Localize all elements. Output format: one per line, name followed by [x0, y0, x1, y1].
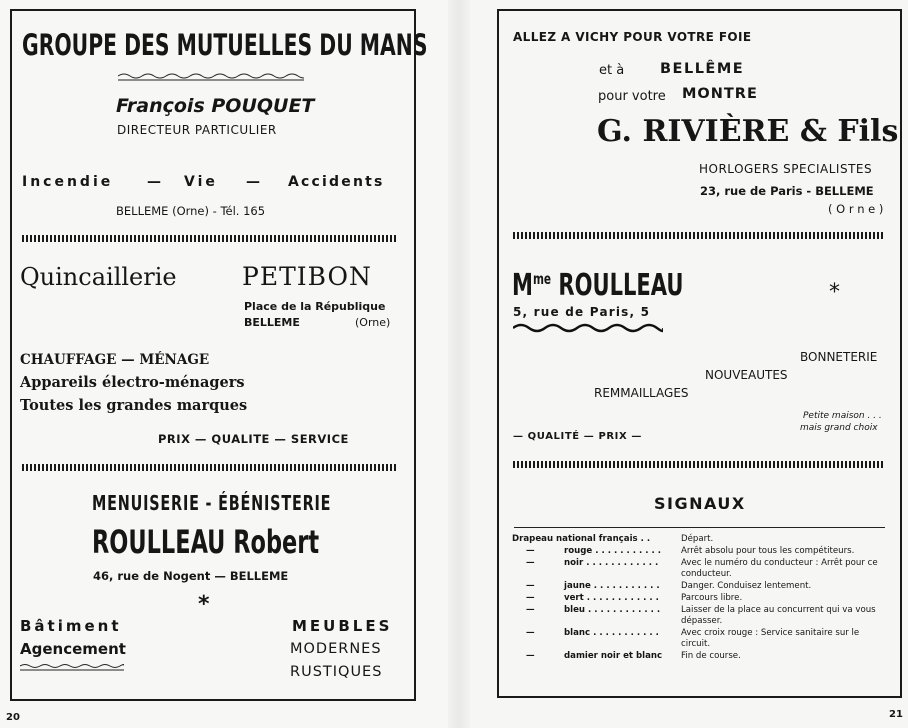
- dash: —: [526, 581, 535, 591]
- insurance-address: BELLEME (Orne) - Tél. 165: [116, 204, 266, 218]
- hardware-dept: (Orne): [355, 316, 391, 329]
- watch-line3-bold: MONTRE: [682, 86, 758, 102]
- shop-prefix: M: [512, 268, 533, 303]
- insurance-company: GROUPE DES MUTUELLES DU MANS: [22, 28, 428, 62]
- line-vie: Vie: [184, 174, 218, 190]
- signal-row: [512, 628, 890, 651]
- signal-flag: Drapeau national français . .: [512, 534, 651, 544]
- dash: —: [526, 558, 535, 568]
- hatched-divider: [513, 461, 885, 468]
- agent-name: François POUQUET: [116, 95, 315, 117]
- wave-divider: [20, 663, 124, 673]
- joinery-left-2: Agencement: [20, 640, 126, 658]
- hardware-name: PETIBON: [242, 262, 372, 291]
- signal-meaning: Parcours libre.: [681, 593, 743, 603]
- shop-item-nouveautes: NOUVEAUTES: [705, 368, 788, 382]
- signal-flag: jaune . . . . . . . . . . .: [564, 581, 660, 591]
- signal-meaning: Avec le numéro du conducteur : Arrêt pour ce conducteur.: [681, 558, 878, 579]
- signal-row: [512, 546, 890, 558]
- watch-line2-pre: et à: [599, 63, 625, 78]
- hatched-divider: [22, 464, 396, 471]
- star-ornament: *: [829, 280, 840, 305]
- signals-title: SIGNAUX: [654, 494, 746, 513]
- star-ornament: *: [198, 592, 210, 617]
- dash: —: [526, 651, 535, 661]
- dash: —: [526, 546, 535, 556]
- signal-flag: blanc . . . . . . . . . . .: [564, 628, 659, 638]
- dash: —: [147, 174, 161, 190]
- signal-row: [512, 534, 890, 546]
- dash: —: [246, 174, 260, 190]
- shop-tag2: mais grand choix: [800, 423, 878, 433]
- signal-flag: bleu . . . . . . . . . . . .: [564, 605, 661, 615]
- signal-meaning: Avec croix rouge : Service sanitaire sur le circuit.: [681, 628, 860, 649]
- hatched-divider: [22, 235, 396, 242]
- signal-row: [512, 581, 890, 593]
- shop-item-remmaillages: REMMAILLAGES: [594, 386, 689, 400]
- hatched-divider: [513, 232, 885, 239]
- line-accidents: Accidents: [288, 174, 385, 190]
- watch-line2-bold: BELLÊME: [660, 61, 745, 77]
- signal-row: [512, 605, 890, 628]
- signal-meaning: Laisser de la place au concurrent qui va vous dépasser.: [681, 605, 876, 626]
- signal-meaning: Danger. Conduisez lentement.: [681, 581, 812, 591]
- signal-flag: noir . . . . . . . . . . . .: [564, 558, 659, 568]
- joinery-name: ROULLEAU Robert: [92, 523, 320, 561]
- signal-meaning: Départ.: [681, 534, 714, 544]
- watch-line3-pre: pour votre: [598, 89, 666, 104]
- joinery-address: 46, rue de Nogent — BELLEME: [93, 569, 289, 583]
- shop-address: 5, rue de Paris, 5: [513, 305, 651, 319]
- line-incendie: Incendie: [22, 174, 114, 190]
- joinery-right-3: RUSTIQUES: [290, 664, 383, 680]
- wave-divider: [513, 323, 663, 337]
- hardware-slogan: PRIX — QUALITE — SERVICE: [158, 432, 349, 446]
- shop-name: ROULLEAU: [558, 268, 684, 303]
- joinery-right-2: MODERNES: [290, 641, 382, 657]
- hardware-line1: CHAUFFAGE — MÉNAGE: [20, 352, 210, 368]
- shop-prefix-sup: me: [532, 270, 552, 288]
- gutter: [448, 0, 470, 728]
- dash: —: [526, 593, 535, 603]
- joinery-left-1: Bâtiment: [20, 617, 122, 635]
- watch-trade: HORLOGERS SPECIALISTES: [699, 162, 873, 176]
- signal-flag: damier noir et blanc: [564, 651, 663, 661]
- watch-line1: ALLEZ A VICHY POUR VOTRE FOIE: [513, 30, 752, 44]
- signal-row: [512, 593, 890, 605]
- signal-row: [512, 651, 890, 663]
- agent-title: DIRECTEUR PARTICULIER: [117, 123, 277, 137]
- signal-row: [512, 558, 890, 581]
- signal-flag: rouge . . . . . . . . . . .: [564, 546, 662, 556]
- joinery-right-1: MEUBLES: [292, 617, 393, 635]
- watch-name: G. RIVIÈRE & Fils: [597, 114, 899, 149]
- dash: —: [526, 605, 535, 615]
- signal-meaning: Arrêt absolu pour tous les compétiteurs.: [681, 546, 855, 556]
- page-number: 20: [6, 712, 20, 723]
- hardware-line2: Appareils électro-ménagers: [20, 374, 245, 391]
- shop-slogan: — QUALITÉ — PRIX —: [513, 431, 642, 442]
- signals-rule: [514, 527, 885, 528]
- signal-flag: vert . . . . . . . . . . . .: [564, 593, 659, 603]
- signal-meaning: Fin de course.: [681, 651, 741, 661]
- dash: —: [526, 628, 535, 638]
- watch-dept: ( O r n e ): [828, 202, 884, 216]
- watch-address: 23, rue de Paris - BELLEME: [700, 184, 874, 198]
- hardware-city: BELLEME: [244, 316, 300, 329]
- shop-item-bonneterie: BONNETERIE: [800, 350, 878, 364]
- hardware-address-line1: Place de la République: [244, 300, 386, 313]
- signals-table: [512, 534, 890, 663]
- shop-tag1: Petite maison . . .: [803, 411, 882, 421]
- hardware-line3: Toutes les grandes marques: [20, 397, 248, 414]
- page-number: 21: [889, 709, 903, 720]
- shop-name-block: [512, 268, 683, 303]
- hardware-label: Quincaillerie: [20, 263, 177, 291]
- joinery-type: MENUISERIE - ÉBÉNISTERIE: [92, 491, 332, 515]
- wave-divider: [118, 72, 304, 82]
